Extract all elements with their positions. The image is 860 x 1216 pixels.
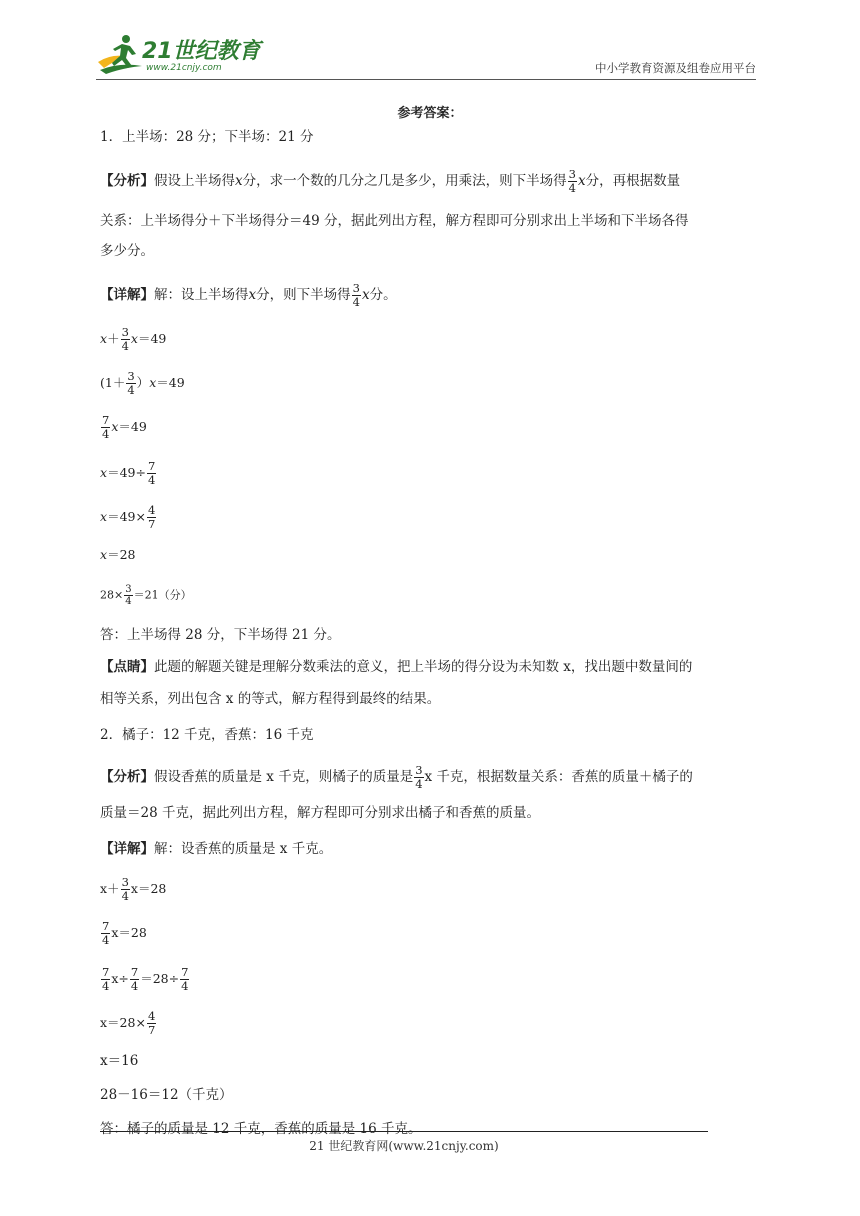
q1-equation-2: (1＋ $\frac{3}{4}$ ）x＝49 <box>100 369 185 397</box>
q2-conclusion: 答：橘子的质量是 12 千克，香蕉的质量是 16 千克。 <box>100 1121 422 1137</box>
q1-comment-line1: 【点睛】此题的解题关键是理解分数乘法的意义，把上半场的得分设为未知数 x，找出题中数量间的 <box>100 659 693 675</box>
header-divider <box>96 79 756 80</box>
q1-comment-label: 【点睛】 <box>100 659 154 675</box>
q1-detail-line: 【详解】解：设上半场得x分，则下半场得 $\frac{3}{4}$ x分。 <box>100 281 397 309</box>
footer-divider <box>100 1131 708 1132</box>
page-title: 参考答案： <box>397 106 463 121</box>
q1-equation-4: x＝49÷ $\frac{7}{4}$ <box>100 459 156 487</box>
q1-analysis-label: 【分析】 <box>100 173 154 189</box>
q2-analysis-line2: 质量＝28 千克，据此列出方程，解方程即可分别求出橘子和香蕉的质量。 <box>100 805 540 821</box>
page-header <box>96 28 756 80</box>
site-logo <box>96 32 266 76</box>
q1-equation-1: x＋ $\frac{3}{4}$ x＝49 <box>100 325 167 353</box>
q1-answer: 1．上半场：28 分；下半场：21 分 <box>100 129 314 145</box>
q2-equation-1: x＋ $\frac{3}{4}$ x＝28 <box>100 875 167 903</box>
fraction: $\frac{3}{4}$ <box>352 281 360 309</box>
q1-equation-3: $\frac{7}{4}$ x＝49 <box>102 413 147 441</box>
fraction: $\frac{3}{4}$ <box>568 167 576 195</box>
q2-equation-2: $\frac{7}{4}$ x＝28 <box>102 919 147 947</box>
q1-detail-label: 【详解】 <box>100 287 154 303</box>
q2-equation-6: 28－16＝12（千克） <box>100 1087 233 1103</box>
runner-logo-icon <box>96 32 144 76</box>
q1-conclusion: 答：上半场得 28 分，下半场得 21 分。 <box>100 627 341 643</box>
q1-equation-7: 28× $\frac{3}{4}$ ＝21（分） <box>100 584 192 607</box>
q2-detail-label: 【详解】 <box>100 841 154 857</box>
q2-detail-line: 【详解】解：设香蕉的质量是 x 千克。 <box>100 841 333 857</box>
q1-equation-6: x＝28 <box>100 547 136 562</box>
q1-analysis-line3: 多少分。 <box>100 243 154 259</box>
logo-text: 21世纪教育 <box>142 39 261 64</box>
q1-equation-5: x＝49× $\frac{4}{7}$ <box>100 503 156 531</box>
header-platform-text: 中小学教育资源及组卷应用平台 <box>595 61 756 75</box>
q1-analysis-line1: 【分析】假设上半场得x分，求一个数的几分之几是多少，用乘法，则下半场得 $\frac{3}{4}$ x分，再根据数量 <box>100 167 681 195</box>
q2-analysis-label: 【分析】 <box>100 769 154 785</box>
q2-equation-5: x＝16 <box>100 1053 139 1069</box>
q2-answer: 2．橘子：12 千克，香蕉：16 千克 <box>100 727 314 743</box>
q1-analysis-line2: 关系：上半场得分＋下半场得分＝49 分，据此列出方程，解方程即可分别求出上半场和下半场各得 <box>100 213 689 229</box>
q2-equation-3: $\frac{7}{4}$ x÷ $\frac{7}{4}$ ＝28÷ $\frac{7}{4}$ <box>102 965 189 993</box>
q2-analysis-line1: 【分析】假设香蕉的质量是 x 千克，则橘子的质量是 $\frac{3}{4}$ x 千克，根据数量关系：香蕉的质量＋橘子的 <box>100 763 693 791</box>
logo-url: www.21cnjy.com <box>146 63 222 73</box>
q2-equation-4: x＝28× $\frac{4}{7}$ <box>100 1009 156 1037</box>
page-footer: 21 世纪教育网(www.21cnjy.com) <box>309 1139 499 1153</box>
q1-comment-line2: 相等关系，列出包含 x 的等式，解方程得到最终的结果。 <box>100 691 441 707</box>
